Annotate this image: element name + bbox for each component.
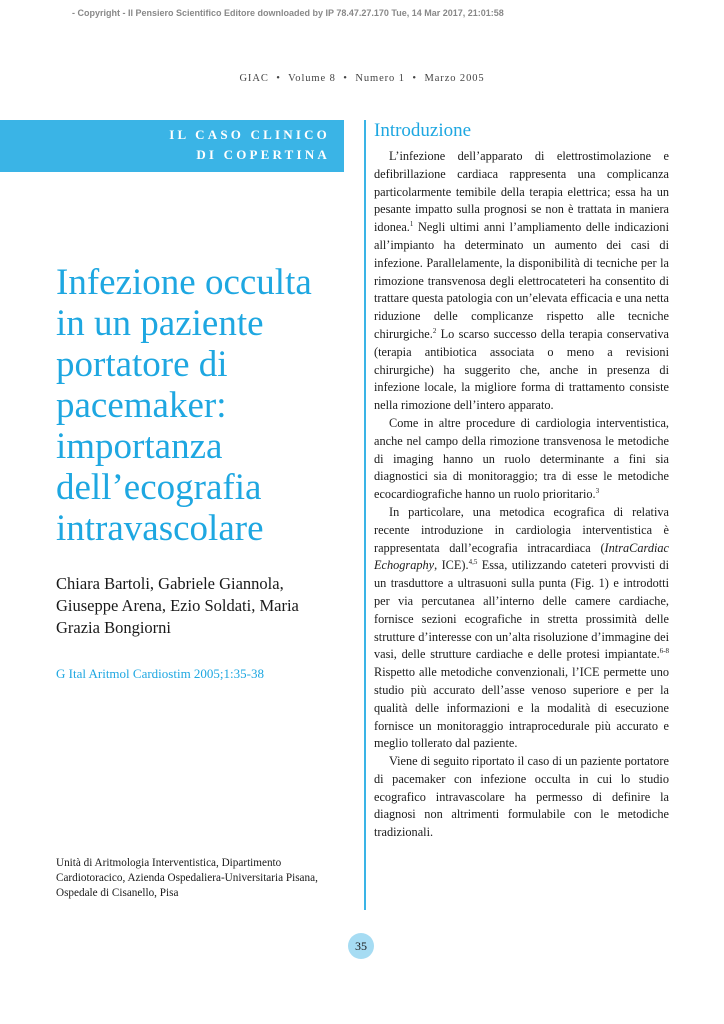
article-authors: Chiara Bartoli, Gabriele Giannola, Giuseppe Arena, Ezio Soldati, Maria Grazia Bongiorni — [56, 574, 299, 637]
section-banner — [0, 120, 344, 172]
italic-term: IntraCardiac Echography — [374, 540, 669, 573]
journal-volume: Volume 8 — [288, 73, 336, 84]
reference-superscript: 2 — [432, 326, 437, 335]
reference-superscript: 6-8 — [659, 647, 669, 656]
paragraph-4: Viene di seguito riportato il caso di un paziente portatore di pacemaker con infezione occulta in cui lo studio ecografico intravascolare ha permesso di definire la diagnosi non altrimenti formulabile con le metodiche tradizionali. — [374, 754, 669, 840]
introduction-body — [374, 148, 669, 842]
journal-issue: Numero 1 — [355, 73, 405, 84]
separator: • — [276, 73, 281, 84]
paragraph-text: , ICE). — [434, 558, 469, 573]
page-number-badge: 35 — [348, 933, 374, 959]
paragraph-3 — [374, 504, 669, 753]
reference-superscript: 3 — [595, 487, 600, 496]
copyright-notice: - Copyright - Il Pensiero Scientifico Editore downloaded by IP 78.47.27.170 Tue, 14 Mar 2017, 21:01:58 — [72, 8, 504, 18]
paragraph-text: In particolare, una metodica ecografica di relativa recente introduzione in cardiologia interventistica è rappresentata dall’ecografia intracardiaca ( — [374, 504, 669, 555]
banner-line-2: DI COPERTINA — [196, 147, 330, 162]
author-affiliation: Unità di Aritmologia Interventistica, Dipartimento Cardiotoracico, Azienda Ospedaliera-Universitaria Pisana, Ospedale di Cisanello, Pisa — [56, 857, 318, 899]
banner-line-1: IL CASO CLINICO — [169, 127, 330, 142]
running-head — [0, 73, 724, 84]
reference-superscript: 4,5 — [468, 558, 478, 567]
column-divider — [364, 120, 366, 910]
paragraph-text: L’infezione dell’apparato di elettrostimolazione e defibrillazione cardiaca rappresenta una complicanza particolarmente temibile della terapia elettrica; essa ha un pesante impatto sulla prognosi se non è trattata in maniera idonea. — [374, 149, 669, 235]
article-title: Infezione occulta in un paziente portatore di pacemaker: importanza dell’ecografia intravascolare — [56, 262, 312, 549]
paragraph-text: Essa, utilizzando cateteri provvisti di un trasduttore a ultrasuoni sulla punta (Fig. 1) e introdotti per via percutanea all’interno delle camere cardiache, fornisce sezioni ecografiche in stretta prossimità delle strutture d’interesse con un’alta risoluzione d’immagine dei vasi, delle strutture cardiache e delle protesi impiantate. — [374, 558, 669, 662]
section-heading-introduzione: Introduzione — [374, 120, 472, 141]
paragraph-text: Lo scarso successo della terapia conservativa (terapia antibiotica associata o meno a revisioni chirurgiche) ha suggerito che, anche in presenza di infezione locale, la migliore forma di trattamento consiste nella rimozione dell’intero apparato. — [374, 326, 669, 413]
separator: • — [412, 73, 417, 84]
paragraph-2 — [374, 415, 669, 504]
paragraph-text: Come in altre procedure di cardiologia interventistica, anche nel campo della rimozione transvenosa le metodiche di imaging hanno un ruolo determinante a fini sia diagnostici sia di monitoraggio; tra di esse le metodiche ecocardiografiche hanno un ruolo prioritario. — [374, 415, 669, 502]
reference-superscript: 1 — [409, 220, 414, 229]
article-citation: G Ital Aritmol Cardiostim 2005;1:35-38 — [56, 666, 264, 681]
paragraph-text: Rispetto alle metodiche convenzionali, l’ICE permette uno studio più accurato dell’asse venoso superiore e per la qualità delle informazioni e la modalità di esecuzione fornisce un monitoraggio intraprocedurale più accurato e meglio tollerato dal paziente. — [374, 665, 669, 751]
paragraph-1 — [374, 148, 669, 415]
journal-date: Marzo 2005 — [424, 73, 485, 84]
journal-name: GIAC — [239, 73, 269, 84]
paragraph-text: Negli ultimi anni l’ampliamento delle indicazioni all’impianto ha determinato un aumento dei casi di infezione. Parallelamente, la disponibilità di tecniche per la rimozione transvenosa degli elettrocateteri ha consentito di trattare questa patologia con un’elevata efficacia e una netta riduzione delle complicanze rispetto alle tecniche chirurgiche. — [374, 220, 669, 341]
separator: • — [343, 73, 348, 84]
